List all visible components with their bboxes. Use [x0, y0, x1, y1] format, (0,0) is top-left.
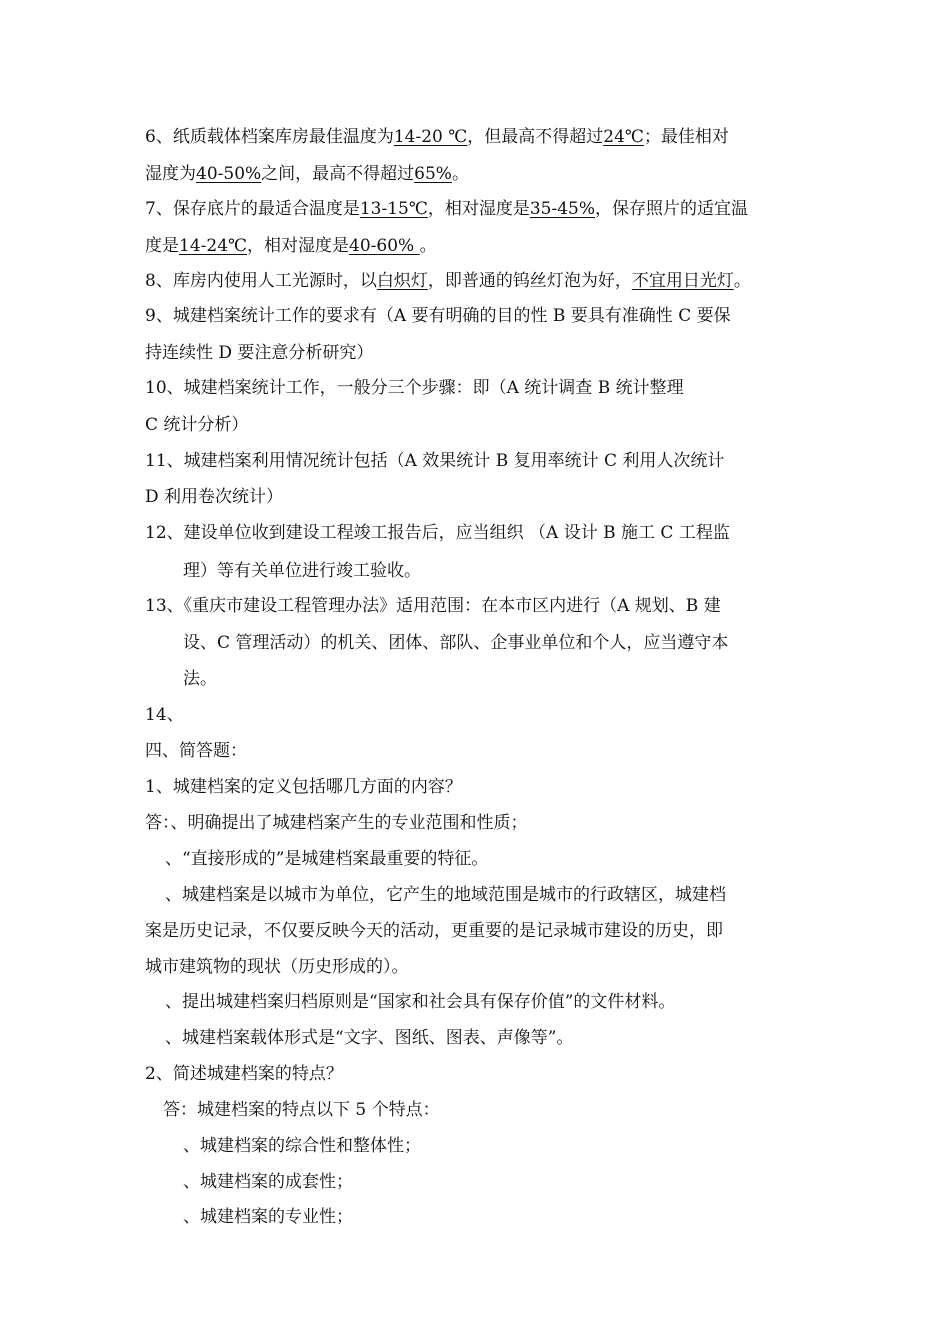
sa2-answer-intro: 答：城建档案的特点以下 5 个特点： [163, 1100, 440, 1120]
q10-line-1: 10、城建档案统计工作，一般分三个步骤：即（A 统计调查 B 统计整理 [145, 378, 684, 398]
q9-line-1: 9、城建档案统计工作的要求有（A 要有明确的目的性 B 要具有准确性 C 要保 [145, 306, 731, 326]
q13-line-2: 设、C 管理活动）的机关、团体、部队、企事业单位和个人，应当遵守本 [183, 633, 729, 653]
sa2-answer-2: 、城建档案的成套性； [183, 1172, 353, 1192]
q6-answer-humidity-range: 40-50% [196, 164, 262, 184]
q8-answer-light: 白炽灯 [376, 271, 428, 291]
q13-line-3: 法。 [183, 669, 217, 689]
q9-line-2: 持连续性 D 要注意分析研究） [145, 343, 374, 363]
q7-answer-film-temp: 13-15℃ [359, 199, 428, 219]
q7-answer-photo-temp: 14-24℃ [179, 236, 248, 256]
q11-line-1: 11、城建档案利用情况统计包括（A 效果统计 B 复用率统计 C 利用人次统计 [145, 451, 725, 471]
q7-answer-photo-humidity: 40-60% [349, 236, 420, 256]
sa1-answer-1: 答：、明确提出了城建档案产生的专业范围和性质； [145, 813, 528, 833]
q8-line: 8、库房内使用人工光源时，以白炽灯，即普通的钨丝灯泡为好，不宜用日光灯。 [145, 271, 751, 291]
sa2-answer-1: 、城建档案的综合性和整体性； [183, 1136, 421, 1156]
q6-answer-temp-range: 14-20 ℃ [393, 127, 468, 147]
sa1-answer-3-line-2: 案是历史记录，不仅要反映今天的活动，更重要的是记录城市建设的历史，即 [145, 921, 723, 941]
section-title-short-answer: 四、简答题： [145, 741, 247, 761]
q7-answer-film-humidity: 35-45% [529, 199, 596, 219]
q10-line-2: C 统计分析） [145, 415, 249, 435]
q7-line-2: 度是14-24℃，相对湿度是40-60% 。 [145, 236, 437, 256]
q11-line-2: D 利用卷次统计） [145, 487, 284, 507]
q6-line-1: 6、纸质载体档案库房最佳温度为14-20 ℃，但最高不得超过24℃；最佳相对 [145, 127, 729, 147]
q8-answer-avoid: 不宜用日光灯 [631, 271, 734, 291]
sa1-question: 1、城建档案的定义包括哪几方面的内容？ [145, 777, 462, 797]
sa1-answer-2: 、“直接形成的”是城建档案最重要的特征。 [165, 849, 489, 869]
q14-line: 14、 [145, 705, 184, 725]
sa2-question: 2、简述城建档案的特点？ [145, 1064, 343, 1084]
sa1-answer-3-line-1: 、城建档案是以城市为单位，它产生的地域范围是城市的行政辖区，城建档 [165, 885, 726, 905]
q6-answer-humidity-max: 65% [414, 164, 452, 184]
q6-line-2: 湿度为40-50%之间，最高不得超过65%。 [145, 164, 469, 184]
q6-answer-temp-max: 24℃ [603, 127, 644, 147]
q7-line-1: 7、保存底片的最适合温度是13-15℃，相对湿度是35-45%，保存照片的适宜温 [145, 199, 749, 219]
q12-line-2: 理）等有关单位进行竣工验收。 [183, 561, 421, 581]
sa1-answer-3-line-3: 城市建筑物的现状（历史形成的）。 [145, 957, 409, 977]
q13-line-1: 13、《重庆市建设工程管理办法》适用范围：在本市区内进行（A 规划、B 建 [145, 596, 721, 616]
sa1-answer-4: 、提出城建档案归档原则是“国家和社会具有保存价值”的文件材料。 [165, 992, 676, 1012]
sa2-answer-3: 、城建档案的专业性； [183, 1207, 353, 1227]
sa1-answer-5: 、城建档案载体形式是“文字、图纸、图表、声像等”。 [165, 1028, 574, 1048]
q12-line-1: 12、建设单位收到建设工程竣工报告后，应当组织 （A 设计 B 施工 C 工程监 [145, 523, 730, 543]
